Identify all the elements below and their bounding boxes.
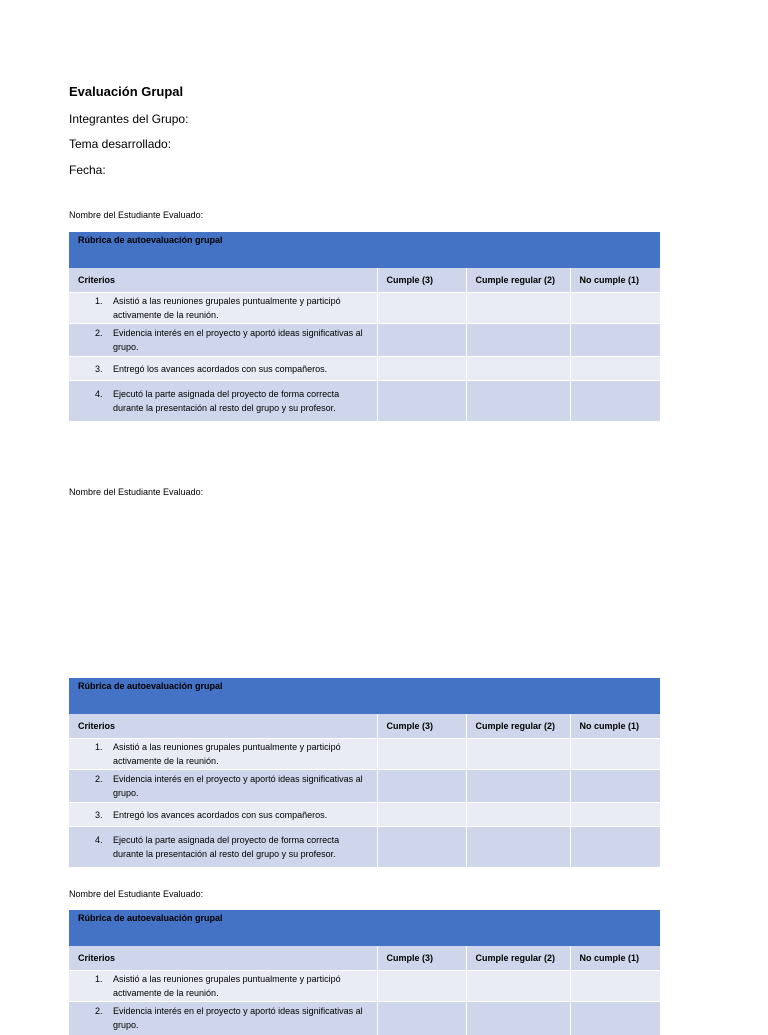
- table-row: [69, 770, 660, 803]
- criterion-number: 1.: [95, 742, 103, 752]
- criterion-number: 1.: [95, 296, 103, 306]
- score-cell-cumple-regular[interactable]: [466, 293, 570, 324]
- criterion-text: Evidencia interés en el proyecto y aportó ideas significativas al grupo.: [113, 1006, 363, 1031]
- rubric-clip: [0, 910, 768, 1031]
- student-name-label: Nombre del Estudiante Evaluado:: [69, 487, 204, 497]
- column-header-cumple-regular: Cumple regular (2): [466, 268, 570, 293]
- score-cell-no-cumple[interactable]: [570, 739, 660, 770]
- score-cell-cumple[interactable]: [377, 381, 466, 421]
- criterion-number: 2.: [95, 328, 103, 338]
- score-cell-cumple[interactable]: [377, 293, 466, 324]
- score-cell-no-cumple[interactable]: [570, 827, 660, 867]
- score-cell-cumple-regular[interactable]: [466, 803, 570, 827]
- score-cell-cumple[interactable]: [377, 803, 466, 827]
- score-cell-cumple-regular[interactable]: [466, 971, 570, 1002]
- column-header-cumple: Cumple (3): [377, 714, 466, 739]
- criterion-text: Evidencia interés en el proyecto y aportó ideas significativas al grupo.: [113, 328, 363, 352]
- criterion-text: Entregó los avances acordados con sus compañeros.: [113, 809, 328, 820]
- score-cell-cumple[interactable]: [377, 1002, 466, 1035]
- score-cell-no-cumple[interactable]: [570, 803, 660, 827]
- score-cell-cumple-regular[interactable]: [466, 1002, 570, 1035]
- criterion-text: Asistió a las reuniones grupales puntualmente y participó activamente de la reunión.: [113, 974, 341, 998]
- score-cell-cumple-regular[interactable]: [466, 827, 570, 867]
- criterion-number: 4.: [95, 388, 103, 399]
- score-cell-cumple-regular[interactable]: [466, 770, 570, 803]
- criterion-number: 3.: [95, 809, 103, 820]
- group-members-label: Integrantes del Grupo:: [69, 112, 189, 126]
- column-header-cumple-regular: Cumple regular (2): [466, 714, 570, 739]
- score-cell-cumple-regular[interactable]: [466, 739, 570, 770]
- criterion-text: Evidencia interés en el proyecto y aportó ideas significativas al grupo.: [113, 774, 363, 798]
- column-header-criterios: Criterios: [69, 268, 377, 293]
- score-cell-no-cumple[interactable]: [570, 770, 660, 803]
- document-title: Evaluación Grupal: [69, 84, 184, 99]
- table-row: [69, 739, 660, 770]
- column-header-no-cumple: No cumple (1): [570, 268, 660, 293]
- criterion-number: 4.: [95, 834, 103, 845]
- criterion-text: Asistió a las reuniones grupales puntualmente y participó activamente de la reunión.: [113, 742, 341, 766]
- criterion-text: Ejecutó la parte asignada del proyecto de forma correcta durante la presentación al resto del grupo y su profesor.: [113, 834, 340, 859]
- score-cell-no-cumple[interactable]: [570, 971, 660, 1002]
- date-label: Fecha:: [69, 163, 106, 177]
- criterion-number: 3.: [95, 363, 103, 374]
- column-header-cumple: Cumple (3): [377, 268, 466, 293]
- criterion-text: Asistió a las reuniones grupales puntualmente y participó activamente de la reunión.: [113, 296, 341, 320]
- rubric-table: [69, 232, 660, 421]
- criterion-number: 1.: [95, 974, 103, 984]
- topic-label: Tema desarrollado:: [69, 137, 172, 151]
- student-name-label: Nombre del Estudiante Evaluado:: [69, 210, 204, 220]
- score-cell-cumple[interactable]: [377, 971, 466, 1002]
- criterion-text: Entregó los avances acordados con sus compañeros.: [113, 363, 328, 374]
- column-header-cumple-regular: Cumple regular (2): [466, 946, 570, 971]
- score-cell-no-cumple[interactable]: [570, 357, 660, 381]
- table-row: [69, 971, 660, 1002]
- rubric-table: [69, 678, 660, 867]
- score-cell-cumple[interactable]: [377, 770, 466, 803]
- score-cell-cumple-regular[interactable]: [466, 381, 570, 421]
- score-cell-no-cumple[interactable]: [570, 381, 660, 421]
- table-row: [69, 293, 660, 324]
- score-cell-cumple[interactable]: [377, 357, 466, 381]
- score-cell-cumple[interactable]: [377, 827, 466, 867]
- rubric-title: Rúbrica de autoevaluación grupal: [69, 678, 660, 714]
- score-cell-no-cumple[interactable]: [570, 324, 660, 357]
- table-row: [69, 827, 660, 867]
- rubric-title: Rúbrica de autoevaluación grupal: [69, 232, 660, 268]
- score-cell-cumple-regular[interactable]: [466, 324, 570, 357]
- table-row: [69, 357, 660, 381]
- table-row: [69, 1002, 660, 1035]
- table-row: [69, 803, 660, 827]
- score-cell-cumple[interactable]: [377, 739, 466, 770]
- column-header-criterios: Criterios: [69, 946, 377, 971]
- criterion-number: 2.: [95, 774, 103, 784]
- column-header-cumple: Cumple (3): [377, 946, 466, 971]
- table-row: [69, 324, 660, 357]
- column-header-criterios: Criterios: [69, 714, 377, 739]
- column-header-no-cumple: No cumple (1): [570, 946, 660, 971]
- score-cell-cumple-regular[interactable]: [466, 357, 570, 381]
- table-row: [69, 381, 660, 421]
- rubric-table: [69, 910, 660, 1035]
- rubric-title: Rúbrica de autoevaluación grupal: [69, 910, 660, 946]
- score-cell-cumple[interactable]: [377, 324, 466, 357]
- student-name-label: Nombre del Estudiante Evaluado:: [69, 889, 204, 899]
- score-cell-no-cumple[interactable]: [570, 293, 660, 324]
- column-header-no-cumple: No cumple (1): [570, 714, 660, 739]
- criterion-text: Ejecutó la parte asignada del proyecto de forma correcta durante la presentación al resto del grupo y su profesor.: [113, 388, 340, 413]
- score-cell-no-cumple[interactable]: [570, 1002, 660, 1035]
- criterion-number: 2.: [95, 1006, 103, 1017]
